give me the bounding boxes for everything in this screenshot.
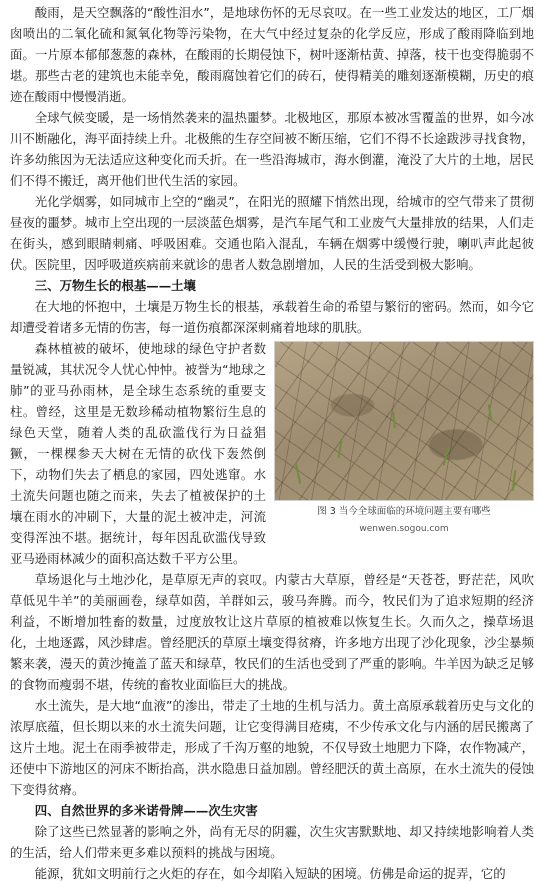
paragraph-secondary-intro: 除了这些已然显著的影响之外，尚有无尽的阴霾，次生灾害默默地、却又持续地影响着人类的生活，给人们带来更多难以预料的挑战与困境。 bbox=[10, 824, 534, 860]
sprout bbox=[512, 470, 517, 491]
paragraph-acid-rain: 酸雨，是天空飘落的“酸性泪水”，是地球伤怀的无尽哀叹。在一些工业发达的地区，工厂烟囱喷出的二氧化硫和氮氧化物等污染物，在大气中经过复杂的化学反应，形成了酸雨降临到地面。一片原本郁郁葱葱的森林，在酸雨的长期侵蚀下，树叶逐渐枯黄、掉落，枝干也变得脆弱不堪。那些古老的建筑也未能幸免，酸雨腐蚀着它们的砖石，使得精美的雕刻逐渐模糊，历史的痕迹在酸雨中慢慢消逝。 bbox=[10, 5, 534, 104]
sprout bbox=[392, 412, 396, 428]
paragraph-global-warming: 全球气候变暖，是一场悄然袭来的温热噩梦。北极地区，那原本被冰雪覆盖的世界，如今冰川不断融化，海平面持续上升。北极熊的生存空间被不断压缩，它们不得不长途跋涉寻找食物，许多幼熊因为无法适应这种变化而夭折。在一些沿海城市，海水倒灌，淹没了大片的土地，居民们不得不搬迁，离开他们世代生活的家园。 bbox=[10, 110, 534, 188]
section-heading-soil: 三、万物生长的根基——土壤 bbox=[34, 278, 196, 293]
cracked-earth-photo bbox=[274, 341, 534, 501]
paragraph-soil-erosion: 水土流失，是大地“血液”的渗出，带走了土地的生机与活力。黄土高原承载着历史与文化的浓厚底蕴，但长期以来的水土流失问题，让它变得满目疮痍，不少传承文化与内涵的居民搬离了这片土地。泥土在雨季被带走，形成了千沟万壑的地貌，不仅导致土地肥力下降，农作物减产，还使中下游地区的河床不断抬高，洪水隐患日益加剧。曾经肥沃的黄土高原，在水土流失的侵蚀下变得贫瘠。 bbox=[10, 698, 534, 797]
sprout bbox=[295, 462, 302, 484]
sprout bbox=[337, 440, 342, 458]
figure-caption: 图 3 当今全球面临的环境问题主要有哪些 bbox=[317, 506, 491, 517]
sprout bbox=[488, 404, 493, 421]
sprout bbox=[443, 446, 450, 466]
section-heading-secondary-disasters: 四、自然世界的多米诺骨牌——次生灾害 bbox=[34, 803, 258, 818]
paragraph-soil-intro: 在大地的怀抱中，土壤是万物生长的根基，承载着生命的希望与繁衍的密码。然而，如今它却遭受着诸多无情的伤害，每一道伤痕都深深刺痛着地球的肌肤。 bbox=[10, 299, 534, 335]
figure bbox=[274, 341, 534, 536]
figure-source: wenwen.sogou.com bbox=[359, 524, 449, 534]
paragraph-forest-destruction: 森林植被的破坏，使地球的绿色守护者数量锐减，其状况令人忧心忡忡。被誉为“地球之肺”的亚马孙雨林，是全球生态系统的重要支柱。曾经，这里是无数珍稀动植物繁衍生息的绿色天堂，随着人类的乱砍滥伐行为日益猖獗，一棵棵参天大树在无情的砍伐下轰然倒下，动物们失去了栖息的家园，四处逃窜。水土流失问题也随之而来，失去了植被保护的土壤在雨水的冲刷下，大量的泥土被冲走，河流变得浑浊不堪。据统计，每年因乱砍滥伐导致亚马逊雨林减少的面积高达数千平方公里。 bbox=[10, 341, 266, 566]
paragraph-energy: 能源，犹如文明前行之火炬的存在，如今却陷入短缺的困境。仿佛是命运的捉弄，它的 bbox=[34, 866, 506, 881]
paragraph-photochemical-smog: 光化学烟雾，如同城市上空的“幽灵”，在阳光的照耀下悄然出现，给城市的空气带来了贯彻昼夜的噩梦。城市上空出现的一层淡蓝色烟雾，是汽车尾气和工业废气大量排放的结果，人们走在街头，感到眼睛刺痛、呼吸困难。交通也陷入混乱，车辆在烟雾中缓慢行驶，喇叭声此起彼伏。医院里，因呼吸道疾病前来就诊的患者人数急剧增加，人民的生活受到极大影响。 bbox=[10, 194, 534, 272]
paragraph-grassland-degradation: 草场退化与土地沙化，是草原无声的哀叹。内蒙古大草原，曾经是“天苍苍，野茫茫，风吹草低见牛羊”的美丽画卷，绿草如茵，羊群如云，骏马奔腾。而今，牧民们为了追求短期的经济利益，不断增加牲畜的数量，过度放牧让这片草原的植被难以恢复生长。久而久之，操草场退化，土地逐露，风沙肆虐。曾经肥沃的草原土壤变得贫瘠，许多地方出现了沙化现象，沙尘暴频繁来袭，漫天的黄沙掩盖了蓝天和绿草，牧民们的生活也受到了严重的影响。牛羊因为缺乏足够的食物而瘦弱不堪，传统的畜牧业面临巨大的挑战。 bbox=[10, 572, 534, 692]
